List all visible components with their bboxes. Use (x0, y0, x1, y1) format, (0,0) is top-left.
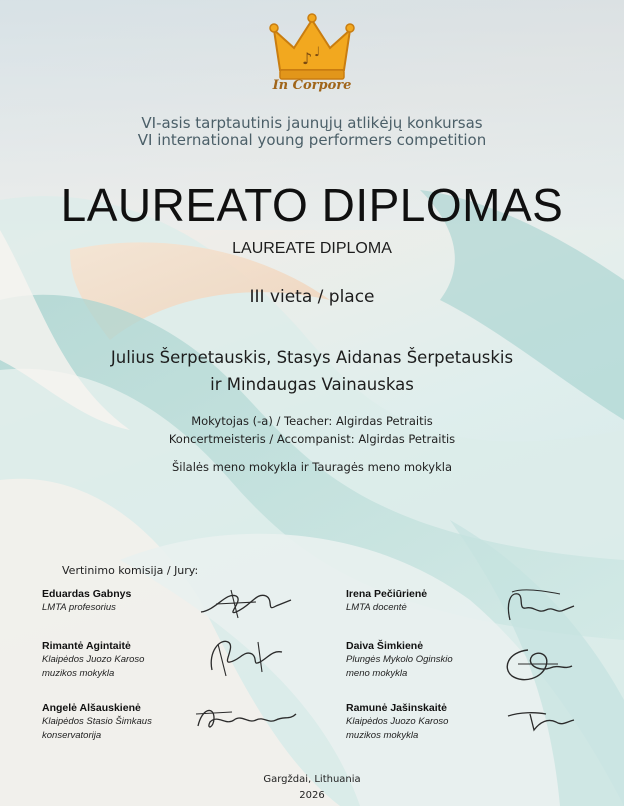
jury-member (346, 588, 427, 614)
signature-alsauskiene (192, 700, 302, 736)
accompanist-line: Koncertmeisteris / Accompanist: Algirdas Petraitis (168, 432, 456, 446)
jury-member (346, 702, 448, 742)
jury-member-role: Klaipėdos Juozo Karoso (42, 654, 145, 665)
jury-member-role: meno mokykla (346, 668, 408, 679)
jury-member (42, 640, 144, 680)
teacher-block (0, 412, 624, 448)
signature-peciuriene (500, 586, 580, 626)
competition-title-en: VI international young performers competition (137, 131, 487, 149)
svg-text:♪: ♪ (302, 49, 313, 68)
teacher-line: Mokytojas (-a) / Teacher: Algirdas Petraitis (191, 414, 433, 428)
jury-member (42, 702, 152, 742)
school-names: Šilalės meno mokykla ir Tauragės meno mokykla (171, 460, 453, 474)
jury-member-name: Eduardas Gabnys (42, 588, 132, 600)
footer-city: Gargždai, Lithuania (263, 774, 361, 785)
jury-member-role: Klaipėdos Stasio Šimkaus (42, 716, 152, 727)
signature-agintaite (200, 632, 290, 680)
svg-text:♩: ♩ (314, 45, 321, 60)
signature-simkiene (498, 642, 582, 688)
signature-gabnys (196, 582, 296, 622)
logo-text: In Corpore (272, 78, 352, 93)
laureate-names-line1: Julius Šerpetauskis, Stasys Aidanas Šerpetauskis (110, 348, 514, 367)
laureate-names-line2: ir Mindaugas Vainauskas (210, 375, 414, 394)
jury-member-role: Plungės Mykolo Oginskio (346, 654, 453, 665)
signature-jasinskaite (500, 704, 580, 734)
jury-member-role: Klaipėdos Juozo Karoso (346, 716, 449, 727)
jury-member-role: LMTA docentė (346, 602, 407, 613)
footer-year: 2026 (299, 790, 325, 801)
jury-member-role: konservatorija (42, 730, 102, 741)
jury-member-name: Angelė Alšauskienė (42, 702, 141, 714)
jury-member (346, 640, 453, 680)
jury-heading: Vertinimo komisija / Jury: (62, 564, 199, 577)
jury-member-name: Rimantė Agintaitė (42, 640, 131, 652)
jury-member (42, 588, 131, 614)
jury-member-name: Daiva Šimkienė (346, 640, 424, 652)
jury-member-role: LMTA profesorius (42, 602, 116, 613)
jury-member-role: muzikos mokykla (346, 730, 419, 741)
jury-member-role: muzikos mokykla (42, 668, 115, 679)
diploma-subtitle: LAUREATE DIPLOMA (232, 240, 392, 257)
laureate-names (0, 344, 624, 398)
place-award: III vieta / place (249, 287, 375, 307)
diploma-title: LAUREATO DIPLOMAS (60, 179, 564, 231)
jury-member-name: Ramunė Jašinskaitė (346, 702, 447, 714)
competition-title-lt: VI-asis tarptautinis jaunųjų atlikėjų konkursas (141, 114, 483, 132)
jury-member-name: Irena Pečiūrienė (346, 588, 428, 600)
